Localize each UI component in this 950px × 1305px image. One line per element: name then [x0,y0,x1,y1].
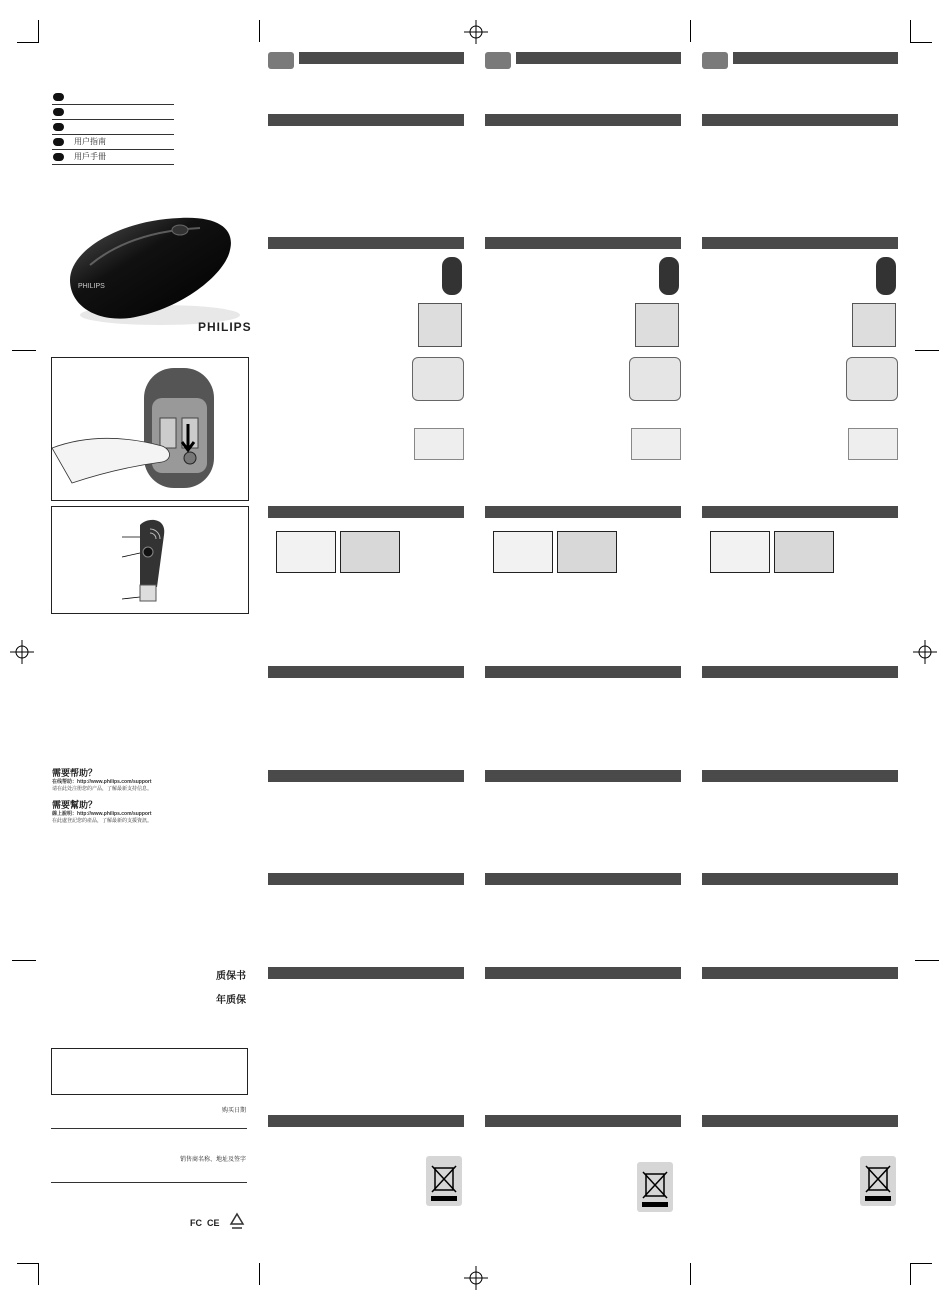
battery-insert-image [846,357,898,401]
section-header-bar [485,873,681,885]
mouse-top-image [442,257,462,295]
language-dot-icon [53,93,64,101]
language-tag [268,52,294,69]
section-header-bar [268,967,464,979]
section-header-bar [485,1115,681,1127]
section-header-bar [268,666,464,678]
help-url-link[interactable]: http://www.philips.com/support [77,779,152,785]
section-header-bar [702,1115,898,1127]
battery-insert-image [629,357,681,401]
language-dot-icon [53,123,64,131]
section-header-bar [268,873,464,885]
connect-step-image-2 [557,531,617,573]
help-online-label: 在线帮助： [52,779,78,785]
help-url-link[interactable]: http://www.philips.com/support [77,811,152,817]
brand-logo: PHILIPS [198,320,252,334]
section-header-bar [702,873,898,885]
mouse-logo-text: PHILIPS [78,283,105,290]
help-title: 需要帮助？ [52,768,98,778]
recycle-icon [226,1212,248,1232]
warranty-title: 质保书 [216,971,246,982]
language-dot-icon [53,153,64,161]
help-description: 请在此处注册您的产品，了解最新支持信息。 [52,786,153,792]
section-header-bar [485,237,681,249]
receiver-plug-image [414,428,464,460]
mouse-top-image [876,257,896,295]
section-header-bar [702,506,898,518]
help-traditional [52,798,242,825]
section-header-bar [268,114,464,126]
connect-step-image-2 [774,531,834,573]
registration-mark-left [10,640,34,664]
receiver-plug-image [631,428,681,460]
ce-mark: CE [207,1218,220,1228]
language-dot-icon [53,138,64,146]
help-title: 需要幫助？ [52,800,98,810]
connect-step-image-2 [340,531,400,573]
section-header-bar [702,967,898,979]
language-dot-icon [53,108,64,116]
weee-bin-icon [860,1156,896,1206]
registration-mark-top [464,20,488,44]
section-header-bar [268,237,464,249]
language-tag [702,52,728,69]
section-header-bar [702,666,898,678]
purchase-date-label: 购买日期 [221,1108,246,1114]
section-header-bar [702,770,898,782]
section-header-bar [485,506,681,518]
fcc-mark: FC [190,1218,202,1228]
section-header-bar [485,666,681,678]
language-row[interactable] [52,150,174,165]
column-header-bar [733,52,898,64]
language-label: 用戶手冊 [74,152,106,161]
mouse-image [60,210,240,330]
language-row[interactable] [52,135,174,150]
section-header-bar [485,770,681,782]
warranty-stamp-box[interactable] [51,1048,248,1095]
connect-step-image-1 [493,531,553,573]
connect-step-image-1 [710,531,770,573]
language-row[interactable] [52,90,174,105]
language-row[interactable] [52,120,174,135]
section-header-bar [485,114,681,126]
section-header-bar [485,967,681,979]
language-row[interactable] [52,105,174,120]
help-online-label: 線上說明： [52,811,78,817]
section-header-bar [702,237,898,249]
section-header-bar [268,1115,464,1127]
weee-bin-icon [426,1156,462,1206]
help-description: 在此處登記您的產品，了解最新的支援資訊。 [52,818,153,824]
section-header-bar [702,114,898,126]
warranty-subtitle: 年质保 [216,995,246,1006]
pc-image [852,303,896,347]
section-header-bar [268,506,464,518]
language-label: 用户指南 [74,137,106,146]
dealer-label: 销售商名称、地址及签字 [179,1157,246,1163]
pc-image [418,303,462,347]
column-header-bar [299,52,464,64]
connect-step-image-1 [276,531,336,573]
help-simplified [52,766,242,793]
section-header-bar [268,770,464,782]
pc-image [635,303,679,347]
battery-insert-image [412,357,464,401]
illustration-mouse-underside [51,357,249,501]
column-header-bar [516,52,681,64]
dealer-line[interactable] [51,1182,247,1183]
registration-mark-bottom [464,1266,488,1290]
language-tag [485,52,511,69]
illustration-receiver [51,506,249,614]
registration-mark-right [913,640,937,664]
mouse-top-image [659,257,679,295]
receiver-plug-image [848,428,898,460]
purchase-date-line[interactable] [51,1128,247,1129]
weee-bin-icon [637,1162,673,1212]
